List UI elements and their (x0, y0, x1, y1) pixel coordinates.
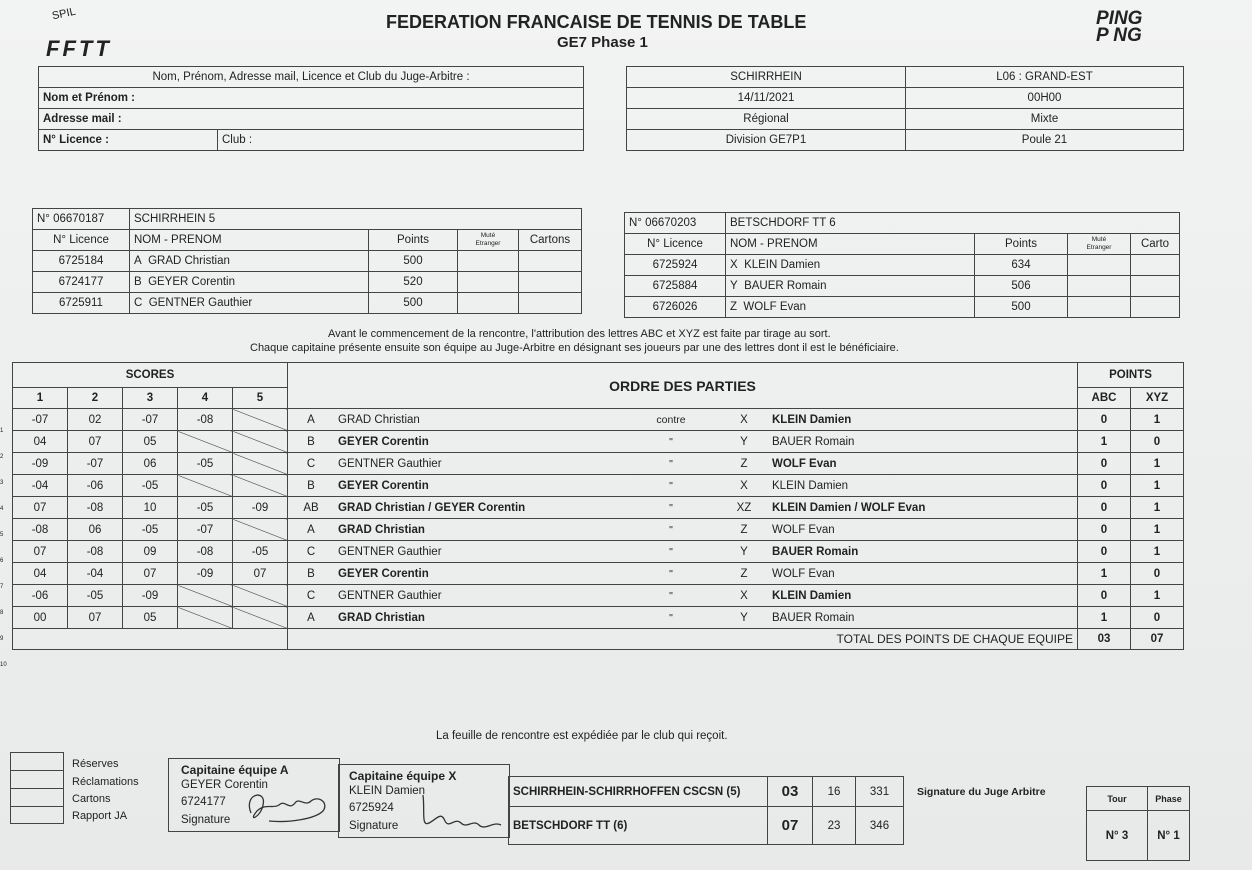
set-score (233, 607, 288, 629)
team-a-col-licence: N° Licence (33, 230, 130, 251)
match-info-table (626, 66, 1184, 151)
player-x-letter: Z (720, 519, 768, 541)
player-x-letter: X (720, 475, 768, 497)
player-fullname: KLEIN Damien (744, 259, 821, 271)
points-xyz: 1 (1131, 519, 1184, 541)
set-score: 05 (123, 607, 178, 629)
player-fullname: GRAD Christian (148, 255, 230, 267)
player-a-letter: C (288, 453, 335, 475)
player-mute-cell (1068, 297, 1131, 318)
checkbox-reclamations[interactable] (11, 771, 63, 789)
player-a-letter: AB (288, 497, 335, 519)
team-x-etranger-label: Etranger (1086, 244, 1112, 251)
points-abc: 0 (1078, 453, 1131, 475)
points-xyz: 1 (1131, 541, 1184, 563)
team-a-table (32, 208, 582, 314)
contre-label: " (622, 431, 720, 453)
player-cartons-cell (1131, 276, 1180, 297)
points-header: POINTS (1078, 363, 1184, 388)
set-score: 04 (13, 431, 68, 453)
match-level: Régional (627, 109, 906, 130)
box-label-reserves: Réserves (72, 758, 119, 770)
set-score (233, 519, 288, 541)
set-score (233, 409, 288, 431)
order-spacer (976, 563, 1078, 585)
order-spacer (976, 409, 1078, 431)
player-points: 634 (975, 255, 1068, 276)
match-venue: SCHIRRHEIN (627, 67, 906, 88)
player-x-name: BAUER Romain (768, 431, 976, 453)
player-x-letter: Z (720, 563, 768, 585)
set-score: -08 (68, 541, 123, 563)
total-x: 07 (1131, 629, 1184, 650)
team-a-col-points: Points (369, 230, 458, 251)
player-mute-cell (1068, 276, 1131, 297)
box-label-reclamations: Réclamations (72, 776, 139, 788)
result-x-club: BETSCHDORF TT (6) (509, 807, 768, 845)
set-score: -07 (123, 409, 178, 431)
player-x-name: BAUER Romain (768, 607, 976, 629)
ja-signature-label: Signature du Juge Arbitre (917, 786, 1046, 798)
result-a-points: 331 (856, 777, 904, 807)
points-abc: 0 (1078, 585, 1131, 607)
set-score (233, 431, 288, 453)
player-points: 520 (369, 272, 458, 293)
game-number: 7 (0, 584, 4, 590)
team-a-player-row (33, 293, 582, 314)
set-score: -05 (123, 475, 178, 497)
checkbox-cartons[interactable] (11, 789, 63, 807)
team-x-col-licence: N° Licence (625, 234, 726, 255)
player-a-letter: A (288, 409, 335, 431)
abc-header: ABC (1078, 388, 1131, 409)
points-abc: 0 (1078, 409, 1131, 431)
set-score: -07 (178, 519, 233, 541)
captain-a-box (168, 758, 340, 832)
match-time: 00H00 (906, 88, 1184, 109)
checkbox-stack (10, 752, 64, 824)
player-licence: 6724177 (33, 272, 130, 293)
order-spacer (976, 541, 1078, 563)
set-score: -08 (13, 519, 68, 541)
set-score (233, 475, 288, 497)
set-score: -09 (178, 563, 233, 585)
player-fullname: WOLF Evan (743, 301, 807, 313)
points-xyz: 1 (1131, 585, 1184, 607)
order-spacer (976, 519, 1078, 541)
game-row (13, 453, 1184, 475)
result-x-score: 07 (768, 807, 813, 845)
team-x-player-row (625, 297, 1180, 318)
player-cartons-cell (519, 251, 582, 272)
set-score: 07 (13, 541, 68, 563)
set-score (178, 431, 233, 453)
set-score: 07 (68, 431, 123, 453)
captain-a-signature (239, 783, 339, 829)
order-spacer (976, 607, 1078, 629)
contre-label: " (622, 475, 720, 497)
team-a-number: N° 06670187 (33, 209, 130, 230)
set-score: 04 (13, 563, 68, 585)
player-letter: Z (730, 301, 738, 313)
team-x-col-name: NOM - PRENOM (726, 234, 975, 255)
player-name (130, 272, 369, 293)
team-a-name: SCHIRRHEIN 5 (130, 209, 582, 230)
player-licence: 6725184 (33, 251, 130, 272)
points-abc: 1 (1078, 607, 1131, 629)
team-x-player-row (625, 276, 1180, 297)
game-number: 9 (0, 636, 4, 642)
player-a-name: GRAD Christian (334, 607, 622, 629)
captain-a-name: GEYER Corentin (181, 779, 268, 791)
player-licence: 6725911 (33, 293, 130, 314)
referee-name-label: Nom et Prénom : (39, 88, 584, 109)
order-spacer (976, 475, 1078, 497)
contre-label: " (622, 519, 720, 541)
player-letter: B (134, 276, 142, 288)
captain-a-licence: 6724177 (181, 796, 226, 808)
set-score: 05 (123, 431, 178, 453)
player-a-name: GENTNER Gauthier (334, 585, 622, 607)
game-number: 6 (0, 558, 4, 564)
match-pool: Poule 21 (906, 130, 1184, 151)
team-x-name: BETSCHDORF TT 6 (726, 213, 1180, 234)
phase-label: Phase (1148, 787, 1190, 811)
team-x-col-mute (1068, 234, 1131, 255)
sent-note: La feuille de rencontre est expédiée par le club qui reçoit. (436, 730, 728, 742)
player-a-letter: A (288, 607, 335, 629)
notice-line-2: Chaque capitaine présente ensuite son équipe au Juge-Arbitre en désignant ses joueurs par une des lettres dont il est le bénéficiaire. (250, 342, 899, 354)
set-score (233, 585, 288, 607)
referee-mail-label: Adresse mail : (39, 109, 584, 130)
points-xyz: 0 (1131, 607, 1184, 629)
contre-label: " (622, 563, 720, 585)
set-score: -04 (68, 563, 123, 585)
player-mute-cell (458, 251, 519, 272)
tour-value: N° 3 (1087, 811, 1148, 861)
set-score: 07 (233, 563, 288, 585)
result-x-sets: 23 (813, 807, 856, 845)
captain-a-title: Capitaine équipe A (181, 763, 289, 777)
points-xyz: 0 (1131, 431, 1184, 453)
set-score: -09 (13, 453, 68, 475)
set-score (178, 475, 233, 497)
player-cartons-cell (519, 272, 582, 293)
referee-heading: Nom, Prénom, Adresse mail, Licence et Club du Juge-Arbitre : (39, 67, 584, 88)
referee-club-label: Club : (218, 130, 584, 151)
total-label: TOTAL DES POINTS DE CHAQUE EQUIPE (288, 629, 1078, 650)
referee-licence-label: N° Licence : (39, 130, 218, 151)
player-a-letter: A (288, 519, 335, 541)
match-date: 14/11/2021 (627, 88, 906, 109)
set-score: -07 (68, 453, 123, 475)
game-number: 3 (0, 480, 4, 486)
set-header-1: 1 (13, 388, 68, 409)
captain-a-signature-label: Signature (181, 814, 231, 826)
player-licence: 6725924 (625, 255, 726, 276)
contre-label: " (622, 497, 720, 519)
player-name (726, 297, 975, 318)
contre-label: contre (622, 409, 720, 431)
set-score: 06 (123, 453, 178, 475)
player-a-name: GENTNER Gauthier (334, 453, 622, 475)
captain-x-licence: 6725924 (349, 802, 394, 814)
set-score: -08 (178, 541, 233, 563)
team-x-number: N° 06670203 (625, 213, 726, 234)
player-name (130, 251, 369, 272)
player-licence: 6725884 (625, 276, 726, 297)
player-x-name: BAUER Romain (768, 541, 976, 563)
captain-x-signature-label: Signature (349, 820, 399, 832)
player-x-letter: XZ (720, 497, 768, 519)
notice-line-1: Avant le commencement de la rencontre, l'attribution des lettres ABC et XYZ est faite par tirage au sort. (328, 328, 831, 340)
scores-header: SCORES (13, 363, 288, 388)
points-abc: 0 (1078, 519, 1131, 541)
game-row (13, 519, 1184, 541)
game-row (13, 541, 1184, 563)
player-mute-cell (458, 293, 519, 314)
player-x-name: WOLF Evan (768, 563, 976, 585)
contre-label: " (622, 541, 720, 563)
tour-phase-table (1086, 786, 1190, 861)
points-xyz: 0 (1131, 563, 1184, 585)
set-score (178, 607, 233, 629)
player-letter: C (134, 297, 143, 309)
team-a-etranger-label: Etranger (475, 240, 501, 247)
game-number: 2 (0, 454, 4, 460)
total-a: 03 (1078, 629, 1131, 650)
player-x-letter: Y (720, 431, 768, 453)
player-a-letter: B (288, 431, 335, 453)
set-score: -06 (13, 585, 68, 607)
player-x-letter: Y (720, 607, 768, 629)
player-x-letter: Y (720, 541, 768, 563)
result-table (508, 776, 904, 845)
player-fullname: BAUER Romain (744, 280, 827, 292)
total-spacer (13, 629, 288, 650)
player-mute-cell (1068, 255, 1131, 276)
result-a-score: 03 (768, 777, 813, 807)
player-points: 500 (975, 297, 1068, 318)
player-name (726, 276, 975, 297)
set-score: -04 (13, 475, 68, 497)
page-subtitle: GE7 Phase 1 (557, 34, 648, 51)
captain-x-box (338, 764, 510, 838)
match-type: Mixte (906, 109, 1184, 130)
match-league: L06 : GRAND-EST (906, 67, 1184, 88)
set-score (178, 585, 233, 607)
set-score: -05 (123, 519, 178, 541)
game-row (13, 563, 1184, 585)
points-xyz: 1 (1131, 497, 1184, 519)
set-score: -06 (68, 475, 123, 497)
points-abc: 0 (1078, 541, 1131, 563)
game-row (13, 585, 1184, 607)
contre-label: " (622, 607, 720, 629)
points-abc: 0 (1078, 497, 1131, 519)
player-x-letter: X (720, 409, 768, 431)
player-a-name: GRAD Christian / GEYER Corentin (334, 497, 622, 519)
set-score: 06 (68, 519, 123, 541)
game-number: 1 (0, 428, 4, 434)
box-label-rapport: Rapport JA (72, 810, 128, 822)
referee-table (38, 66, 584, 151)
page-title: FEDERATION FRANCAISE DE TENNIS DE TABLE (386, 12, 807, 32)
player-x-name: KLEIN Damien (768, 585, 976, 607)
tour-label: Tour (1087, 787, 1148, 811)
result-x-points: 346 (856, 807, 904, 845)
contre-label: " (622, 585, 720, 607)
player-cartons-cell (519, 293, 582, 314)
points-xyz: 1 (1131, 453, 1184, 475)
set-score: -09 (233, 497, 288, 519)
points-xyz: 1 (1131, 475, 1184, 497)
player-fullname: GEYER Corentin (148, 276, 235, 288)
player-cartons-cell (1131, 297, 1180, 318)
player-letter: X (730, 259, 738, 271)
set-score: 02 (68, 409, 123, 431)
player-a-letter: C (288, 585, 335, 607)
team-a-col-name: NOM - PRENOM (130, 230, 369, 251)
xyz-header: XYZ (1131, 388, 1184, 409)
points-abc: 0 (1078, 475, 1131, 497)
player-name (726, 255, 975, 276)
team-a-col-mute (458, 230, 519, 251)
result-a-sets: 16 (813, 777, 856, 807)
phase-value: N° 1 (1148, 811, 1190, 861)
set-score: -05 (178, 453, 233, 475)
player-a-name: GEYER Corentin (334, 475, 622, 497)
player-name (130, 293, 369, 314)
game-row (13, 475, 1184, 497)
game-number: 10 (0, 662, 7, 668)
result-a-club: SCHIRRHEIN-SCHIRRHOFFEN CSCSN (5) (509, 777, 768, 807)
set-score: 07 (123, 563, 178, 585)
player-a-name: GRAD Christian (334, 519, 622, 541)
player-a-name: GRAD Christian (334, 409, 622, 431)
player-x-name: KLEIN Damien (768, 475, 976, 497)
set-score: 09 (123, 541, 178, 563)
box-label-cartons: Cartons (72, 793, 111, 805)
captain-x-title: Capitaine équipe X (349, 769, 457, 783)
brand-line-2: P NG (1096, 25, 1142, 46)
set-score: 07 (13, 497, 68, 519)
game-number: 4 (0, 506, 4, 512)
order-spacer (976, 453, 1078, 475)
ping-pong-logo (1096, 10, 1142, 44)
player-cartons-cell (1131, 255, 1180, 276)
brand-line-1: PING (1096, 8, 1143, 29)
player-points: 506 (975, 276, 1068, 297)
game-row (13, 409, 1184, 431)
points-abc: 1 (1078, 563, 1131, 585)
player-x-name: KLEIN Damien (768, 409, 976, 431)
player-x-name: WOLF Evan (768, 519, 976, 541)
player-letter: Y (730, 280, 738, 292)
checkbox-rapport[interactable] (11, 807, 63, 824)
team-x-mute-label: Muté (1091, 236, 1107, 243)
set-header-5: 5 (233, 388, 288, 409)
game-number: 5 (0, 532, 4, 538)
team-x-player-row (625, 255, 1180, 276)
set-header-2: 2 (68, 388, 123, 409)
set-score: -05 (68, 585, 123, 607)
game-row (13, 607, 1184, 629)
points-xyz: 1 (1131, 409, 1184, 431)
set-score: -07 (13, 409, 68, 431)
points-abc: 1 (1078, 431, 1131, 453)
set-score: -09 (123, 585, 178, 607)
player-points: 500 (369, 251, 458, 272)
player-a-name: GEYER Corentin (334, 431, 622, 453)
set-score: -08 (178, 409, 233, 431)
player-a-letter: C (288, 541, 335, 563)
team-a-player-row (33, 251, 582, 272)
player-x-name: WOLF Evan (768, 453, 976, 475)
logo-small-text: SPIL (51, 5, 77, 23)
player-x-letter: Z (720, 453, 768, 475)
contre-label: " (622, 453, 720, 475)
player-x-name: KLEIN Damien / WOLF Evan (768, 497, 976, 519)
set-score: -05 (233, 541, 288, 563)
team-a-player-row (33, 272, 582, 293)
order-spacer (976, 431, 1078, 453)
set-score (233, 453, 288, 475)
player-a-letter: B (288, 563, 335, 585)
order-spacer (976, 585, 1078, 607)
team-x-col-cartons: Carto (1131, 234, 1180, 255)
fftt-logo: FFTT (46, 36, 112, 61)
player-a-name: GEYER Corentin (334, 563, 622, 585)
set-score: 10 (123, 497, 178, 519)
game-number: 8 (0, 610, 4, 616)
team-x-col-points: Points (975, 234, 1068, 255)
player-licence: 6726026 (625, 297, 726, 318)
player-x-letter: X (720, 585, 768, 607)
set-header-3: 3 (123, 388, 178, 409)
order-spacer (976, 497, 1078, 519)
set-header-4: 4 (178, 388, 233, 409)
order-header: ORDRE DES PARTIES (288, 363, 1078, 409)
player-points: 500 (369, 293, 458, 314)
captain-x-name: KLEIN Damien (349, 785, 426, 797)
checkbox-reserves[interactable] (11, 753, 63, 771)
match-division: Division GE7P1 (627, 130, 906, 151)
game-row (13, 497, 1184, 519)
set-score: -08 (68, 497, 123, 519)
games-table (12, 362, 1184, 650)
player-a-letter: B (288, 475, 335, 497)
set-score: -05 (178, 497, 233, 519)
team-x-table (624, 212, 1180, 318)
set-score: 07 (68, 607, 123, 629)
captain-x-signature (415, 791, 509, 835)
game-row (13, 431, 1184, 453)
player-letter: A (134, 255, 142, 267)
player-mute-cell (458, 272, 519, 293)
team-a-mute-label: Muté (480, 232, 496, 239)
set-score: 00 (13, 607, 68, 629)
player-a-name: GENTNER Gauthier (334, 541, 622, 563)
team-a-col-cartons: Cartons (519, 230, 582, 251)
player-fullname: GENTNER Gauthier (148, 297, 253, 309)
